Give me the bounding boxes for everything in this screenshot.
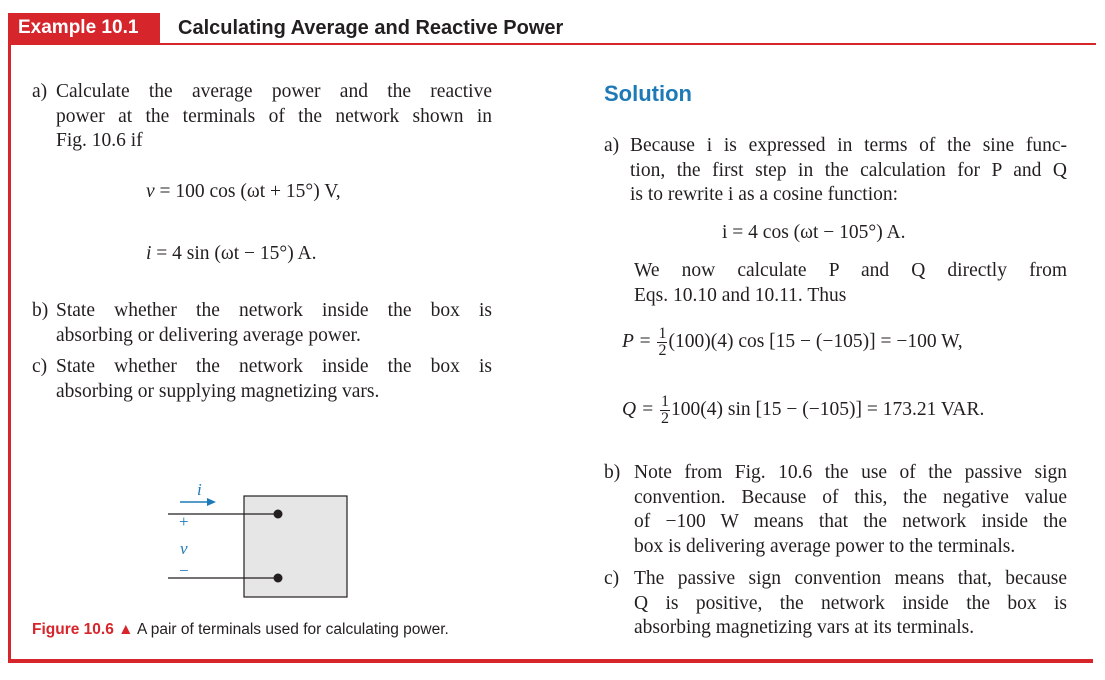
solution-c-label: c) [604, 568, 620, 589]
solution-c-line-2: Q is positive, the network inside the box is [634, 592, 1067, 614]
equation-v [146, 181, 341, 203]
solution-c-text [634, 567, 1067, 641]
problem-c-line-1: State whether the network inside the box is [56, 356, 492, 377]
problem-c-text [56, 355, 492, 404]
equation-P-frac-den: 2 [658, 342, 667, 359]
problem-b-text [56, 299, 492, 348]
equation-Q [622, 394, 984, 427]
solution-b-line-2: convention. Because of this, the negative value [634, 486, 1067, 508]
figure-10-6-diagram [160, 478, 360, 608]
example-badge: Example 10.1 [8, 13, 160, 43]
solution-b-label: b) [604, 462, 621, 483]
voltage-label: v [180, 539, 188, 558]
equation-i-cosine: i = 4 cos (ωt − 105°) A. [722, 222, 906, 243]
top-terminal-node [274, 510, 283, 519]
figure-caption [32, 621, 449, 639]
problem-b-label: b) [32, 300, 49, 321]
bottom-terminal-node [274, 574, 283, 583]
network-box [244, 496, 347, 597]
solution-c-line-3: absorbing magnetizing vars at its terminals. [634, 617, 975, 638]
equation-i-var: i [146, 243, 152, 264]
solution-b-line-1: Note from Fig. 10.6 the use of the passive sign [634, 462, 1067, 483]
equation-Q-rhs: 100(4) sin [15 − (−105)] = 173.21 VAR. [671, 398, 985, 420]
solution-a-line-3: is to rewrite i as a cosine function: [630, 184, 899, 205]
solution-a-text [630, 134, 1067, 208]
solution-heading: Solution [604, 81, 692, 106]
solution-a-label: a) [604, 135, 620, 156]
equation-Q-lhs: Q = [622, 398, 655, 420]
solution-b-text [634, 461, 1067, 559]
equation-Q-frac-den: 2 [661, 410, 669, 427]
equation-i [146, 243, 316, 265]
bottom-rule [8, 659, 1093, 663]
problem-c-label: c) [32, 356, 48, 377]
solution-a-line-1: Because i is expressed in terms of the sine func- [630, 135, 1067, 156]
equation-v-rest: = 100 cos (ωt + 15°) V, [154, 181, 341, 202]
solution-calc-line-1: We now calculate P and Q directly from [634, 260, 1067, 281]
equation-Q-frac-num: 1 [661, 393, 669, 410]
problem-b-line-2: absorbing or delivering average power. [56, 324, 361, 346]
equation-Q-fraction [660, 394, 670, 427]
solution-b-line-4: box is delivering average power to the terminals. [634, 535, 1016, 557]
equation-P [622, 326, 963, 359]
current-arrow-head [207, 498, 216, 506]
problem-a-label: a) [32, 81, 48, 102]
equation-P-frac-num: 1 [658, 325, 667, 342]
solution-a-line-2: tion, the first step in the calculation for P and Q [630, 159, 1067, 181]
solution-calc-line-2: Eqs. 10.10 and 10.11. Thus [634, 284, 847, 306]
equation-P-rhs: (100)(4) cos [15 − (−105)] = −100 W, [668, 330, 963, 352]
equation-v-var: v [146, 181, 155, 202]
equation-P-lhs: P = [622, 330, 652, 352]
problem-a-line-3: Fig. 10.6 if [56, 130, 143, 151]
solution-calc-text [634, 259, 1067, 308]
problem-a-line-1: Calculate the average power and the reactive [56, 81, 492, 102]
equation-P-fraction [657, 326, 667, 359]
problem-a-line-2: power at the terminals of the network shown in [56, 105, 492, 127]
top-rule [8, 43, 1096, 45]
plus-label: + [179, 512, 189, 531]
minus-label: − [179, 561, 189, 580]
figure-caption-text: A pair of terminals used for calculating power. [136, 621, 449, 638]
problem-b-line-1: State whether the network inside the box is [56, 300, 492, 321]
figure-caption-label: Figure 10.6 [32, 621, 114, 638]
problem-a-text [56, 80, 492, 154]
solution-c-line-1: The passive sign convention means that, because [634, 568, 1067, 589]
problem-c-line-2: absorbing or supplying magnetizing vars. [56, 380, 380, 402]
triangle-icon: ▲ [118, 621, 134, 638]
solution-b-line-3: of −100 W means that the network inside the [634, 511, 1067, 532]
current-label: i [197, 480, 202, 499]
equation-i-rest: = 4 sin (ωt − 15°) A. [151, 243, 317, 264]
example-title: Calculating Average and Reactive Power [178, 17, 564, 39]
left-rule [8, 43, 11, 663]
